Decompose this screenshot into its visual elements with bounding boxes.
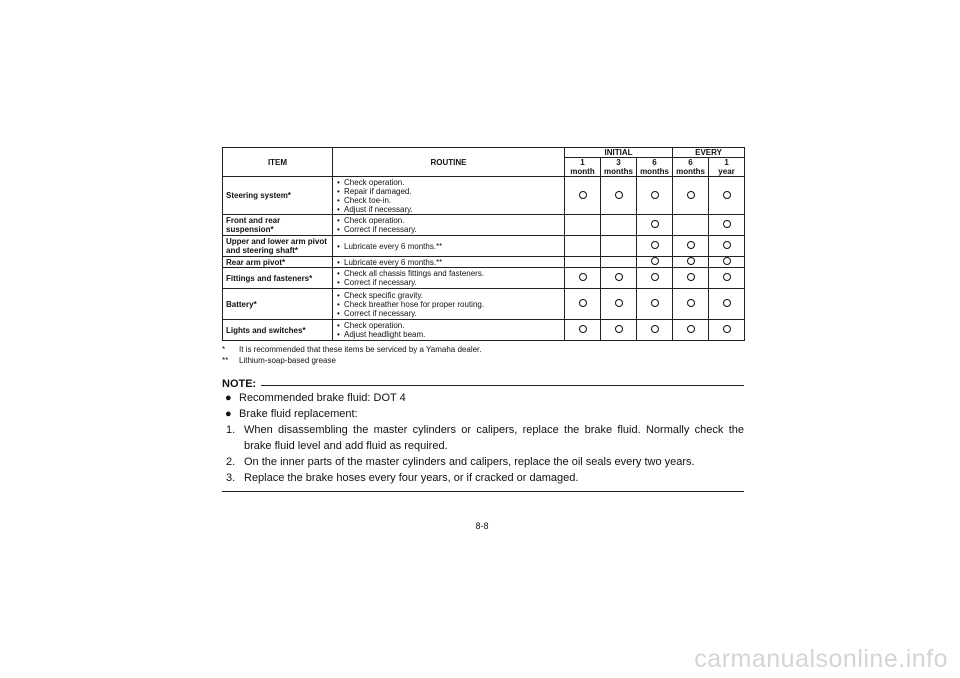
period-header [637,158,673,177]
check-circle-icon [651,191,659,199]
routine-step: • Adjust headlight beam. [336,330,561,339]
check-circle-icon [579,299,587,307]
item-cell: Steering system* [223,177,333,215]
interval-cell [637,289,673,320]
period-header [673,158,709,177]
check-circle-icon [615,299,623,307]
manual-page [222,147,744,492]
check-circle-icon [615,325,623,333]
check-circle-icon [723,241,731,249]
interval-cell [709,320,745,341]
table-row [223,268,745,289]
footnote [222,344,744,355]
interval-cell [637,177,673,215]
interval-cell [601,177,637,215]
interval-cell [637,320,673,341]
period-number: 1 [724,158,729,167]
period-unit: months [604,167,633,176]
footnote [222,355,744,366]
period-number: 6 [652,158,657,167]
interval-cell [637,268,673,289]
interval-cell [565,320,601,341]
period-header [601,158,637,177]
item-cell: Front and rear suspension* [223,215,333,236]
step-number: 3. [226,472,236,484]
note-step [226,470,744,486]
footnotes [222,344,744,366]
check-circle-icon [579,325,587,333]
interval-cell [673,177,709,215]
note-bullet-text: Brake fluid replacement: [239,408,358,420]
interval-cell [709,289,745,320]
table-row [223,177,745,215]
note-step [226,454,744,470]
note-divider [261,385,744,386]
step-text: On the inner parts of the master cylinders and calipers, replace the oil seals every two years. [244,456,695,468]
note-body [222,390,744,486]
check-circle-icon [687,241,695,249]
footnote-text: Lithium-soap-based grease [239,356,336,365]
routine-list [336,291,561,318]
check-circle-icon [723,299,731,307]
routine-list [336,178,561,214]
item-cell: Battery* [223,289,333,320]
item-cell: Upper and lower arm pivot and steering shaft* [223,236,333,257]
routine-list [336,269,561,287]
routine-cell [333,236,565,257]
check-circle-icon [615,191,623,199]
routine-step: • Repair if damaged. [336,187,561,196]
note-title: NOTE: [222,378,257,390]
note-step [226,422,744,454]
table-row [223,215,745,236]
header-item: ITEM [223,148,333,177]
check-circle-icon [651,299,659,307]
routine-step: • Check breather hose for proper routing. [336,300,561,309]
interval-cell [673,289,709,320]
routine-cell [333,320,565,341]
header-initial: INITIAL [565,148,673,158]
period-unit: months [640,167,669,176]
routine-list [336,242,561,251]
period-number: 3 [616,158,621,167]
routine-cell [333,289,565,320]
routine-step: • Correct if necessary. [336,225,561,234]
note-bullet [225,406,744,422]
routine-step: • Lubricate every 6 months.** [336,242,561,251]
table-row [223,257,745,268]
routine-step: • Check toe-in. [336,196,561,205]
check-circle-icon [579,273,587,281]
header-every: EVERY [673,148,745,158]
step-text: Replace the brake hoses every four years, or if cracked or damaged. [244,472,579,484]
interval-cell [565,177,601,215]
routine-list [336,216,561,234]
note-bullet [225,390,744,406]
check-circle-icon [651,325,659,333]
check-circle-icon [687,257,695,265]
check-circle-icon [687,325,695,333]
routine-list [336,321,561,339]
routine-cell [333,215,565,236]
note-end-divider [222,491,744,492]
check-circle-icon [687,299,695,307]
interval-cell [709,177,745,215]
interval-cell [673,320,709,341]
period-unit: month [570,167,595,176]
routine-step: • Correct if necessary. [336,278,561,287]
item-cell: Fittings and fasteners* [223,268,333,289]
footnote-symbol: * [222,345,226,354]
note-header [222,378,744,390]
interval-cell [565,215,601,236]
interval-cell [601,236,637,257]
routine-step: • Check operation. [336,216,561,225]
bullet-icon: ● [225,408,232,420]
footnote-symbol: ** [222,356,229,365]
interval-cell [601,215,637,236]
check-circle-icon [651,257,659,265]
routine-step: • Lubricate every 6 months.** [336,258,561,267]
step-text: When disassembling the master cylinders or calipers, replace the brake fluid. Normally check the brake fluid level and add fluid as required. [244,424,744,452]
note-bullet-text: Recommended brake fluid: DOT 4 [239,392,406,404]
header-routine: ROUTINE [333,148,565,177]
bullet-icon: ● [225,392,232,404]
interval-cell [673,257,709,268]
footnote-text: It is recommended that these items be serviced by a Yamaha dealer. [239,345,482,354]
routine-step: • Correct if necessary. [336,309,561,318]
check-circle-icon [615,273,623,281]
check-circle-icon [579,191,587,199]
routine-step: • Check specific gravity. [336,291,561,300]
interval-cell [709,215,745,236]
interval-cell [709,257,745,268]
item-cell: Lights and switches* [223,320,333,341]
routine-step: • Adjust if necessary. [336,205,561,214]
period-unit: months [676,167,705,176]
routine-step: • Check all chassis fittings and fasteners. [336,269,561,278]
interval-cell [565,268,601,289]
interval-cell [709,236,745,257]
interval-cell [637,215,673,236]
period-header [565,158,601,177]
watermark: carmanualsonline.info [694,645,948,673]
table-row [223,289,745,320]
check-circle-icon [651,273,659,281]
table-row [223,236,745,257]
step-number: 1. [226,424,236,436]
interval-cell [565,257,601,268]
table-row [223,320,745,341]
routine-cell [333,257,565,268]
interval-cell [673,215,709,236]
check-circle-icon [723,257,731,265]
check-circle-icon [687,273,695,281]
interval-cell [601,320,637,341]
interval-cell [601,289,637,320]
interval-cell [565,236,601,257]
maintenance-table [222,147,745,341]
interval-cell [673,268,709,289]
check-circle-icon [723,325,731,333]
check-circle-icon [723,273,731,281]
interval-cell [637,257,673,268]
period-header [709,158,745,177]
routine-step: • Check operation. [336,321,561,330]
check-circle-icon [723,191,731,199]
step-number: 2. [226,456,236,468]
check-circle-icon [651,241,659,249]
interval-cell [709,268,745,289]
check-circle-icon [723,220,731,228]
item-cell: Rear arm pivot* [223,257,333,268]
interval-cell [637,236,673,257]
routine-list [336,258,561,267]
interval-cell [601,257,637,268]
routine-cell [333,177,565,215]
routine-cell [333,268,565,289]
page-number: 8-8 [475,521,489,531]
period-number: 6 [688,158,693,167]
check-circle-icon [687,191,695,199]
check-circle-icon [651,220,659,228]
interval-cell [601,268,637,289]
period-unit: year [718,167,735,176]
period-number: 1 [580,158,585,167]
routine-step: • Check operation. [336,178,561,187]
interval-cell [673,236,709,257]
interval-cell [565,289,601,320]
